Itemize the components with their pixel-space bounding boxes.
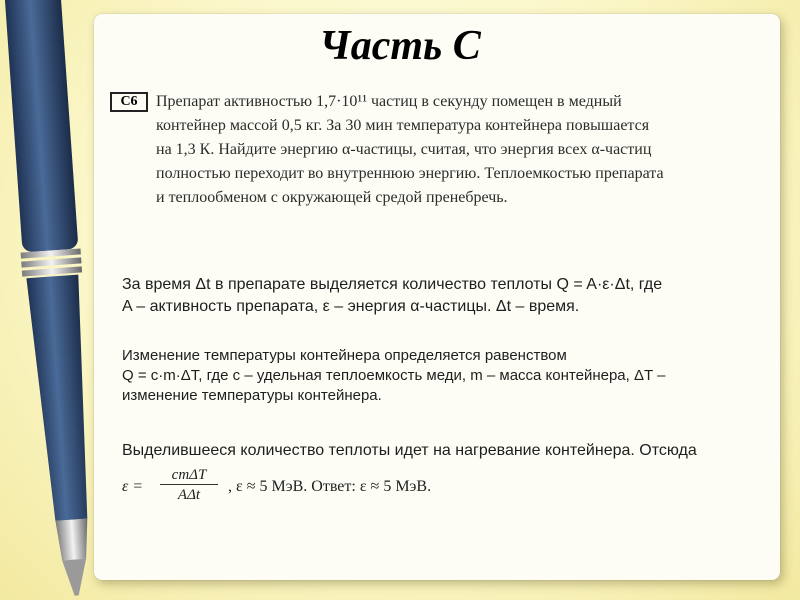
problem-text	[156, 90, 750, 210]
solution-line: A – активность препарата, ε – энергия α-частицы. Δt – время.	[122, 298, 580, 315]
pen-icon	[0, 0, 200, 600]
problem-line: полностью переходит во внутреннюю энергию. Теплоемкостью препарата	[156, 165, 664, 182]
problem-block	[110, 90, 750, 210]
solution-line: Q = c·m·ΔT, где c – удельная теплоемкость меди, m – масса контейнера, ΔT –	[122, 367, 666, 384]
problem-line: и теплообменом с окружающей средой пренебречь.	[156, 189, 508, 206]
formula-denominator: AΔt	[177, 487, 201, 503]
answer-formula	[122, 466, 752, 506]
problem-line: на 1,3 К. Найдите энергию α-частицы, считая, что энергия всех α-частиц	[156, 141, 652, 158]
solution-step-1	[122, 274, 742, 318]
solution-line: Выделившееся количество теплоты идет на нагревание контейнера. Отсюда	[122, 442, 697, 459]
solution-step-3	[122, 440, 752, 506]
problem-line: контейнер массой 0,5 кг. За 30 мин температура контейнера повышается	[156, 117, 650, 134]
problem-line: Препарат активностью 1,7·10¹¹ частиц в секунду помещен в медный	[156, 93, 622, 110]
solution-line: изменение температуры контейнера.	[122, 387, 382, 404]
solution-step-2	[122, 346, 742, 406]
formula-lhs: ε =	[122, 478, 144, 495]
problem-label: C6	[110, 92, 148, 112]
slide-title: Часть С	[319, 23, 481, 69]
solution-line: За время Δt в препарате выделяется количество теплоты Q = A·ε·Δt, где	[122, 276, 663, 293]
formula-result: , ε ≈ 5 МэВ. Ответ: ε ≈ 5 МэВ.	[228, 478, 432, 495]
formula-numerator: cmΔT	[160, 466, 218, 485]
solution-line: Изменение температуры контейнера определяется равенством	[122, 347, 567, 364]
